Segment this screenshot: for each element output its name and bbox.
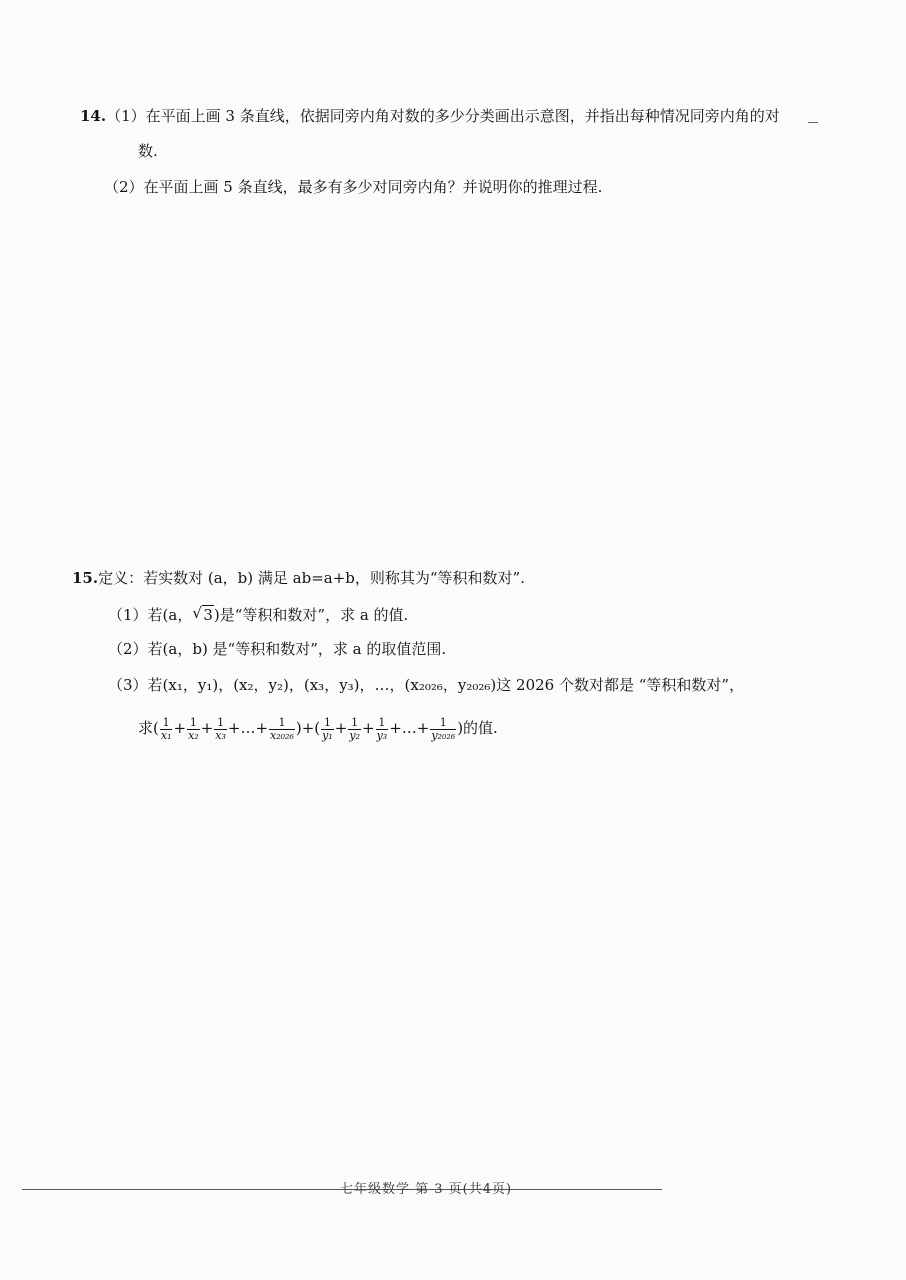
q14-line2 [138, 141, 158, 161]
q15-part2 [108, 639, 446, 659]
q14-part2-text: （2）在平面上画 5 条直线，最多有多少对同旁内角？并说明你的推理过程. [104, 178, 603, 196]
q15-expression [138, 713, 498, 743]
fraction-1-x3: $\frac{1}{\text{x₃}}$ [215, 715, 226, 742]
expr-prefix: 求( [138, 719, 159, 737]
q15-line1 [72, 568, 525, 588]
expr-suffix: )的值. [457, 719, 498, 737]
q15-part3-text: （3）若(x₁，y₁)，(x₂，y₂)，(x₃，y₃)，…，(x₂₀₂₆，y₂₀₂₆)这 2026 个数对都是 “等积和数对”， [108, 676, 745, 694]
page-footer: 七年级数学 第 3 页(共4页) [340, 1182, 513, 1197]
q15-part1-pre: （1）若(a， [108, 606, 193, 624]
fraction-1-y2026: $\frac{1}{\text{y₂₀₂₆}}$ [431, 715, 456, 742]
fraction-1-x2: $\frac{1}{\text{x₂}}$ [188, 715, 199, 742]
q14-part1-text: （1）在平面上画 3 条直线，依据同旁内角对数的多少分类画出示意图，并指出每种情况同旁内角的对 [106, 107, 780, 125]
q14-number: 14. [80, 107, 107, 125]
fraction-1-y1: $\frac{1}{\text{y₁}}$ [322, 715, 333, 742]
q14-line3 [104, 177, 602, 197]
sqrt-radicand: 3 [203, 606, 213, 624]
q15-part3 [108, 675, 744, 695]
plus-sign: + [200, 719, 214, 737]
plus-sign: + [334, 719, 348, 737]
q15-part1-post: )是“等积和数对”，求 a 的值. [213, 606, 409, 624]
ellipsis: +…+ [227, 719, 269, 737]
q15-part1 [108, 605, 408, 625]
q15-part2-text: （2）若(a，b) 是“等积和数对”，求 a 的取值范围. [108, 640, 447, 658]
ellipsis: +…+ [389, 719, 430, 737]
plus-sign: + [361, 719, 375, 737]
fraction-1-x2026: $\frac{1}{\text{x₂₀₂₆}}$ [270, 715, 294, 742]
q15-definition: 定义：若实数对 (a，b) 满足 ab=a+b，则称其为“等积和数对”. [98, 569, 525, 587]
fraction-1-x1: $\frac{1}{\text{x₁}}$ [160, 715, 172, 742]
q15-number: 15. [72, 569, 99, 587]
q14-part1-continuation: 数. [138, 142, 158, 160]
scan-mark [808, 122, 818, 123]
fraction-1-y3: $\frac{1}{\text{y₃}}$ [376, 715, 388, 742]
sqrt-symbol: √ 3 [192, 604, 213, 624]
fraction-1-y2: $\frac{1}{\text{y₂}}$ [349, 715, 360, 742]
plus-sign: + [173, 719, 187, 737]
expr-mid: )+( [295, 719, 321, 737]
q14-line1 [80, 106, 780, 126]
